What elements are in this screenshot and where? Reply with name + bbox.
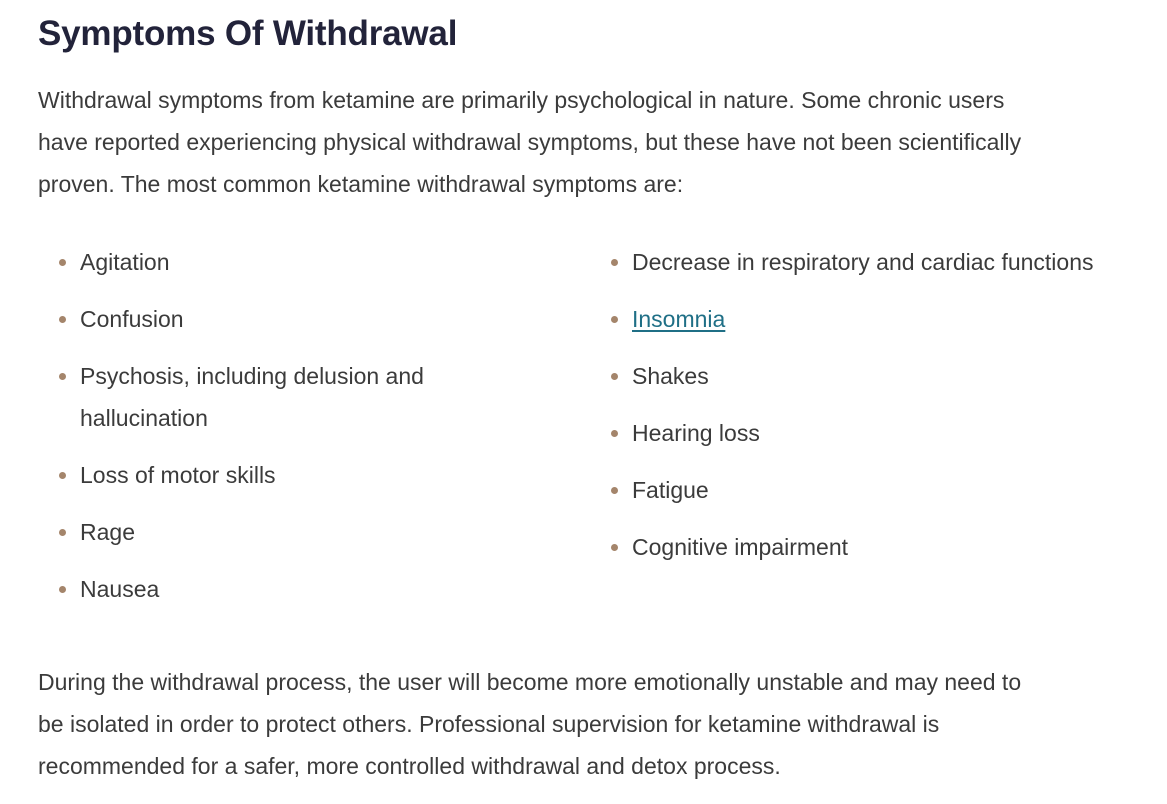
list-item-text: Loss of motor skills	[80, 462, 276, 488]
list-item-text: Confusion	[80, 306, 184, 332]
intro-line: Withdrawal symptoms from ketamine are primarily psychological in nature. Some chronic users	[38, 87, 1005, 113]
outro-line: be isolated in order to protect others. Professional supervision for ketamine withdrawal is	[38, 711, 940, 737]
list-item	[58, 298, 498, 340]
list-item-text: Hearing loss	[632, 420, 760, 446]
bullet-dot-icon	[59, 373, 66, 380]
list-item-text: Rage	[80, 519, 135, 545]
intro-line: proven. The most common ketamine withdrawal symptoms are:	[38, 171, 684, 197]
list-item	[58, 511, 498, 553]
list-item-text: Fatigue	[632, 477, 709, 503]
list-item-text: Decrease in respiratory and cardiac functions	[632, 249, 1094, 275]
list-item	[610, 355, 1150, 397]
list-item	[58, 355, 498, 439]
insomnia-link[interactable]: Insomnia	[632, 306, 726, 332]
bullet-dot-icon	[611, 544, 618, 551]
list-item	[610, 241, 1150, 283]
list-item-line: Psychosis, including delusion and	[80, 363, 424, 389]
bullet-dot-icon	[59, 259, 66, 266]
bullet-dot-icon	[59, 316, 66, 323]
outro-line: recommended for a safer, more controlled withdrawal and detox process.	[38, 753, 781, 779]
list-item	[610, 298, 1150, 340]
list-item-text: Nausea	[80, 576, 160, 602]
section-heading: Symptoms Of Withdrawal	[38, 14, 458, 53]
bullet-dot-icon	[611, 316, 618, 323]
list-item	[610, 412, 1150, 454]
list-item-text: Agitation	[80, 249, 170, 275]
bullet-dot-icon	[59, 529, 66, 536]
intro-line: have reported experiencing physical withdrawal symptoms, but these have not been scientifically	[38, 129, 1022, 155]
list-item	[58, 568, 498, 610]
bullet-dot-icon	[611, 487, 618, 494]
symptom-list-right	[610, 241, 1150, 583]
bullet-dot-icon	[59, 472, 66, 479]
list-item-text: Cognitive impairment	[632, 534, 849, 560]
bullet-dot-icon	[611, 430, 618, 437]
intro-paragraph	[38, 79, 1021, 205]
list-item	[58, 241, 498, 283]
outro-paragraph	[38, 661, 1021, 787]
symptom-list-left	[58, 241, 498, 625]
list-item	[58, 454, 498, 496]
bullet-dot-icon	[59, 586, 66, 593]
list-item	[610, 469, 1150, 511]
outro-line: During the withdrawal process, the user will become more emotionally unstable and may need to	[38, 669, 1022, 695]
list-item-text: Shakes	[632, 363, 709, 389]
bullet-dot-icon	[611, 373, 618, 380]
list-item-line: hallucination	[80, 405, 208, 431]
bullet-dot-icon	[611, 259, 618, 266]
list-item	[610, 526, 1150, 568]
list-item-text	[80, 355, 498, 439]
